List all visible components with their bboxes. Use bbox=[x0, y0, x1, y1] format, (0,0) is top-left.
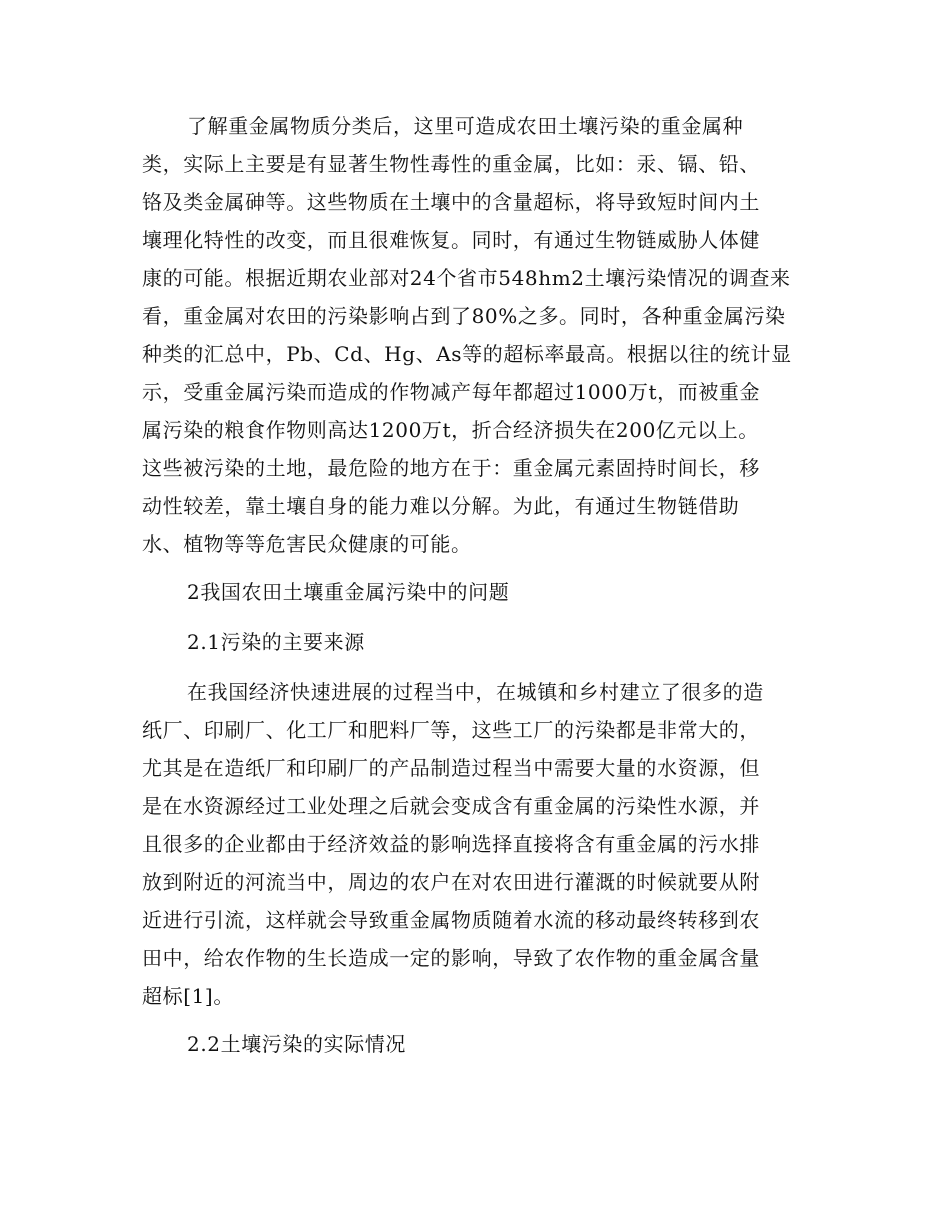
paragraph-2-line: 田中，给农作物的生长造成一定的影响，导致了农作物的重金属含量 bbox=[142, 946, 760, 970]
paragraph-1-line: 了解重金属物质分类后，这里可造成农田土壤污染的重金属种 bbox=[187, 114, 744, 138]
paragraph-1-line: 种类的汇总中，Pb、Cd、Hg、As等的超标率最高。根据以往的统计显 bbox=[142, 342, 792, 366]
subsection-heading: 2.2土壤污染的实际情况 bbox=[187, 1032, 407, 1056]
paragraph-2-line: 近进行引流，这样就会导致重金属物质随着水流的移动最终转移到农 bbox=[142, 908, 760, 932]
paragraph-2-line: 在我国经济快速进展的过程当中，在城镇和乡村建立了很多的造 bbox=[187, 680, 764, 704]
paragraph-1-line: 看，重金属对农田的污染影响占到了80%之多。同时，各种重金属污染 bbox=[142, 304, 786, 328]
subsection-heading: 2.1污染的主要来源 bbox=[187, 630, 365, 654]
paragraph-2-line: 尤其是在造纸厂和印刷厂的产品制造过程当中需要大量的水资源，但 bbox=[142, 756, 760, 780]
paragraph-1-line: 动性较差，靠土壤自身的能力难以分解。为此，有通过生物链借助 bbox=[142, 494, 740, 518]
paragraph-1-line: 壤理化特性的改变，而且很难恢复。同时，有通过生物链威胁人体健 bbox=[142, 228, 760, 252]
paragraph-1-line: 水、植物等等危害民众健康的可能。 bbox=[142, 532, 472, 556]
paragraph-2-line: 且很多的企业都由于经济效益的影响选择直接将含有重金属的污水排 bbox=[142, 832, 760, 856]
paragraph-1-line: 属污染的粮食作物则高达1200万t，折合经济损失在200亿元以上。 bbox=[142, 418, 759, 442]
paragraph-2-line: 超标[1]。 bbox=[142, 984, 234, 1008]
section-heading: 2我国农田土壤重金属污染中的问题 bbox=[187, 580, 510, 604]
paragraph-1-line: 示，受重金属污染而造成的作物减产每年都超过1000万t，而被重金 bbox=[142, 380, 761, 404]
paragraph-2-line: 纸厂、印刷厂、化工厂和肥料厂等，这些工厂的污染都是非常大的， bbox=[142, 718, 760, 742]
paragraph-2-line: 是在水资源经过工业处理之后就会变成含有重金属的污染性水源，并 bbox=[142, 794, 760, 818]
paragraph-1-line: 这些被污染的土地，最危险的地方在于：重金属元素固持时间长，移 bbox=[142, 456, 760, 480]
paragraph-2-line: 放到附近的河流当中，周边的农户在对农田进行灌溉的时候就要从附 bbox=[142, 870, 760, 894]
paragraph-1-line: 康的可能。根据近期农业部对24个省市548hm2土壤污染情况的调查来 bbox=[142, 266, 791, 290]
paragraph-1-line: 铬及类金属砷等。这些物质在土壤中的含量超标，将导致短时间内土 bbox=[142, 190, 760, 214]
paragraph-1-line: 类，实际上主要是有显著生物性毒性的重金属，比如：汞、镉、铅、 bbox=[142, 152, 760, 176]
